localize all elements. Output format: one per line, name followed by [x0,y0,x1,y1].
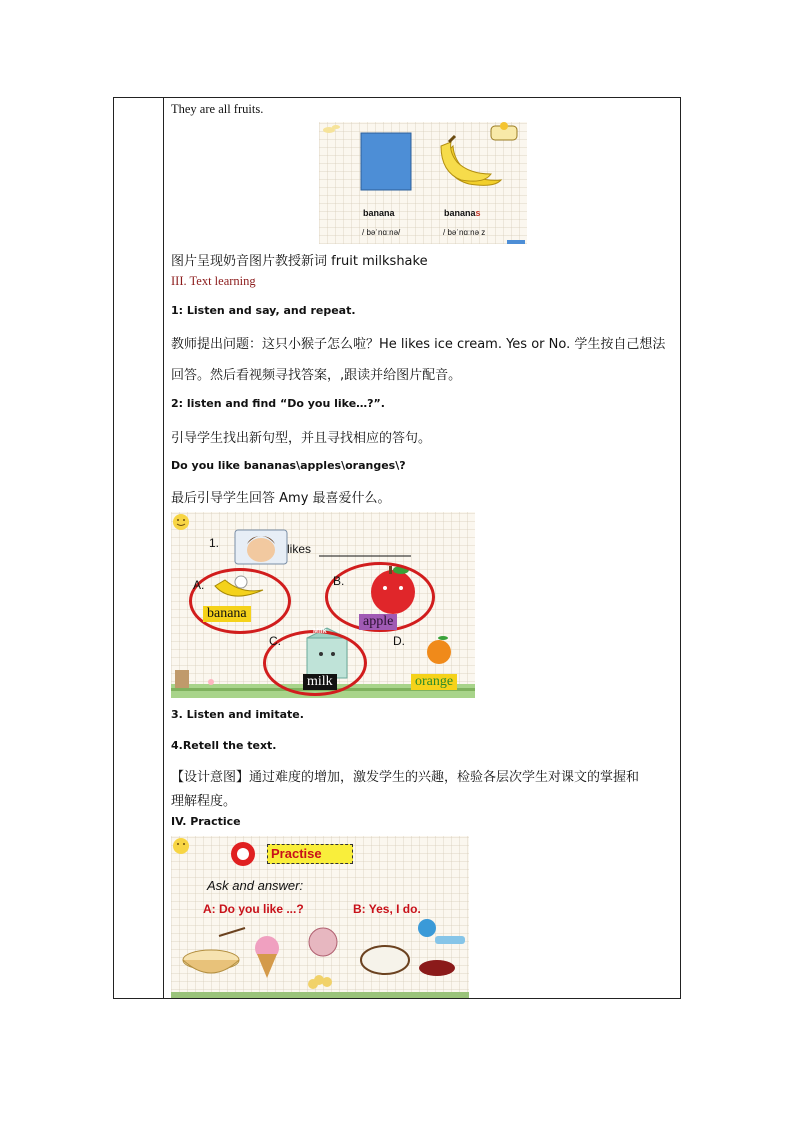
tag-banana: banana [203,606,251,622]
phonetic-bananas: / bəˈnɑːnə z [443,228,486,237]
sun-icon [173,838,189,854]
placeholder-box [361,133,411,190]
practise-question: A: Do you like ...? [203,902,304,916]
step1-desc-b: 回答。然后看视频寻找答案，,跟读并给图片配音。 [171,368,462,383]
option-a-label: A. [193,578,205,592]
bananas-icon [441,136,501,185]
bee-sticker-icon [491,122,517,140]
option-b-label: B. [333,574,345,588]
step1-desc-a: 教师提出问题：这只小猴子怎么啦？He likes ice cream. Yes or No. 学生按自己想法 [171,337,666,352]
bird-icon [323,125,340,133]
content-cell [171,98,679,998]
practise-title: Practise [271,846,322,861]
ground-strip [171,992,469,998]
lesson-table [113,97,681,999]
word-bananas-base: banana [444,208,476,218]
step4-heading: 4.Retell the text. [171,739,277,752]
practice-image [171,836,469,998]
corn-icon [308,975,332,989]
word-bananas-suffix: s [475,208,481,218]
tag-apple: apple [359,614,397,630]
tag-orange: orange [411,674,457,690]
candy-icon [418,919,465,944]
red-flower-icon [231,842,255,866]
phonetic-banana: / bəˈnɑːnə/ [362,228,401,237]
milk-carton-label: Milk [313,628,327,635]
section4-heading: IV. Practice [171,815,241,828]
practise-answer: B: Yes, I do. [353,902,421,916]
option-c-label: C. [269,634,281,648]
word-banana: banana [363,208,395,218]
noodle-bowl-icon [183,928,245,973]
sun-icon [173,514,189,530]
step1-heading: 1: Listen and say, and repeat. [171,304,356,317]
amy-portrait-icon [235,530,287,564]
design-intent-b: 理解程度。 [171,794,237,809]
step2-desc: 引导学生找出新句型，并且寻找相应的答句。 [171,431,432,446]
option-d-label: D. [393,634,405,648]
ice-cream-icon [255,936,279,978]
practise-instruction: Ask and answer: [207,878,304,893]
step2-heading: 2: listen and find “Do you like…?”. [171,397,385,410]
quiz-number: 1. [209,536,220,550]
intro-line: They are all fruits. [171,102,264,116]
tag-milk: milk [303,674,337,690]
banana-vocab-image [319,122,527,244]
section3-heading: III. Text learning [171,274,256,288]
step2-final: 最后引导学生回答 Amy 最喜爱什么。 [171,491,391,506]
word-bananas [444,208,481,218]
intro-new-words: 图片呈现奶音图片教授新词 fruit milkshake [171,254,428,269]
orange-cartoon-icon [427,636,451,664]
design-intent-a: 【设计意图】通过难度的增加，激发学生的兴趣，检验各层次学生对课文的掌握和 [171,770,640,785]
banana-card-graphics [319,122,527,244]
step3-heading: 3. Listen and imitate. [171,708,304,721]
meat-icon [419,960,455,976]
quiz-likes: likes [287,542,312,556]
column-divider [163,98,164,998]
onion-icon [309,928,337,956]
rice-bowl-icon [361,946,409,974]
quiz-image [171,512,475,698]
step2-pattern: Do you like bananas\apples\oranges\? [171,459,406,472]
